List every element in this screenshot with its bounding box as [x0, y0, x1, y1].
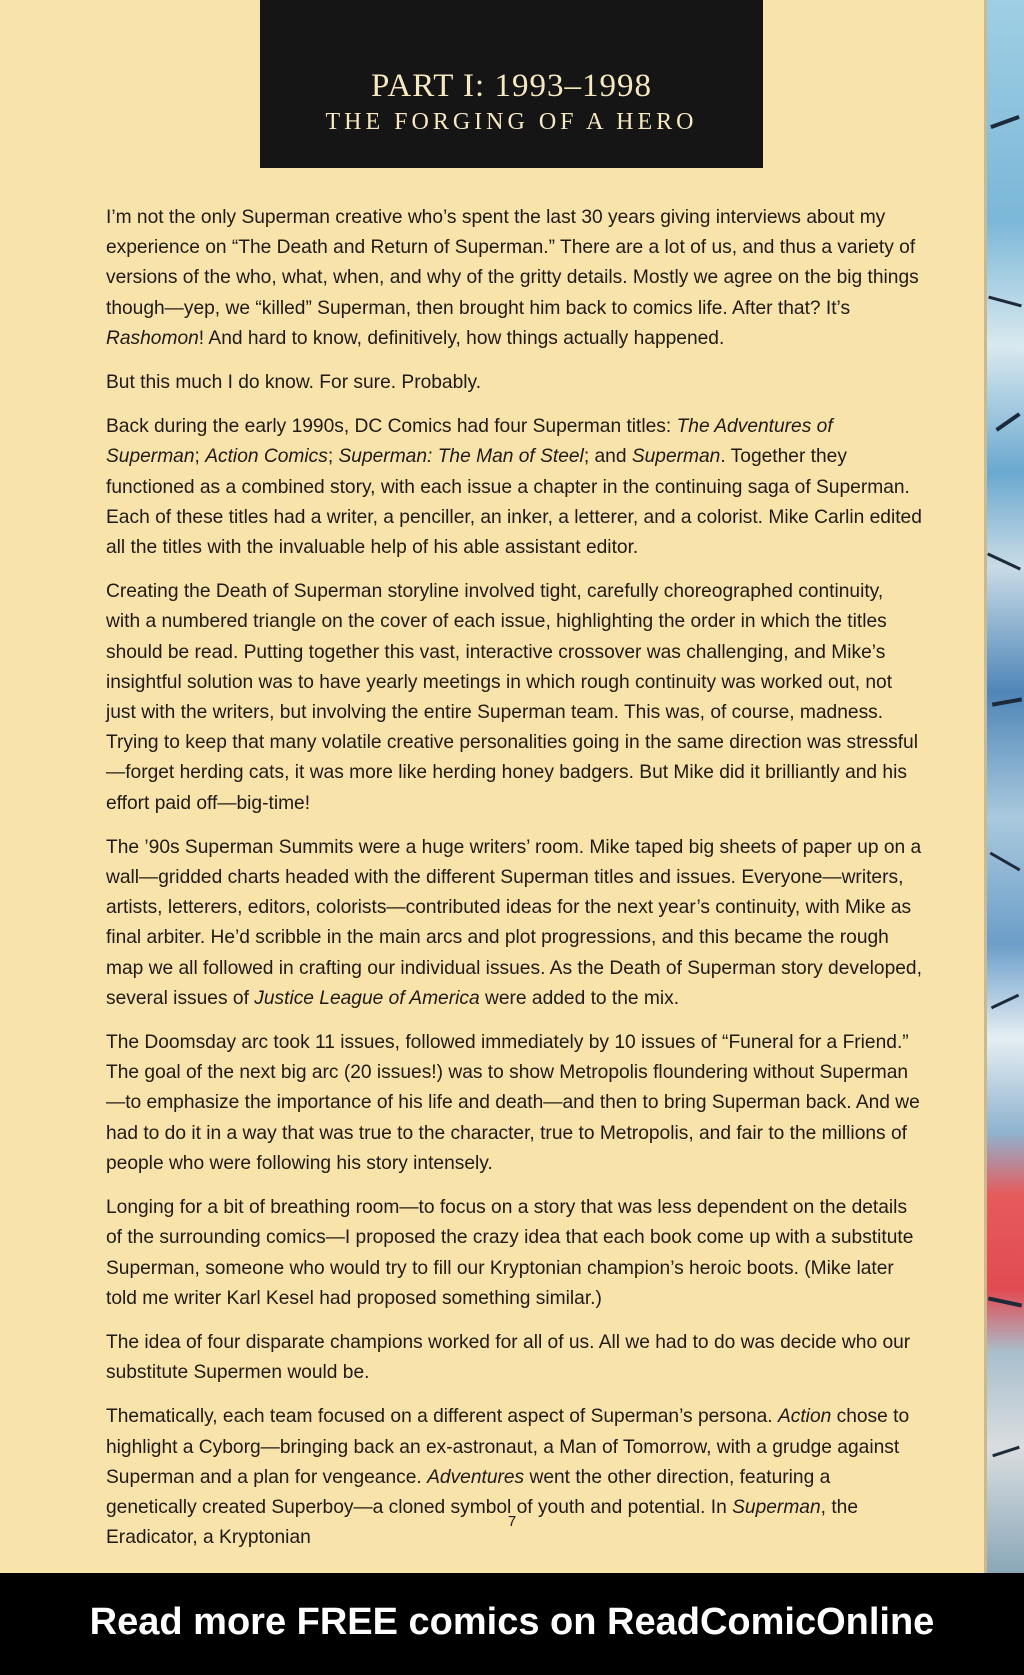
paragraph-text: I’m not the only Superman creative who’s spent the last 30 years giving interviews about my experience on “The Death and Return of Superman.” There are a lot of us, and thus a variety of versions of the who, what, when, and why of the gritty details. Mostly we agree on the big things though—yep, we “killed” Superman, then brought him back to comics life. After that? It’s	[106, 207, 919, 319]
promo-banner-text[interactable]: Read more FREE comics on ReadComicOnline	[89, 1601, 935, 1643]
paragraph-text: ! And hard to know, definitively, how things actually happened.	[198, 327, 725, 349]
paragraph-text: Back during the early 1990s, DC Comics had four Superman titles:	[106, 416, 677, 438]
italic-title-text: Superman: The Man of Steel	[338, 446, 584, 468]
paragraph-text: , the Eradicator, a Kryptonian	[106, 1496, 858, 1549]
paragraph-text: Creating the Death of Superman storyline involved tight, carefully choreographed continuity, with a numbered triangle on the cover of each issue, highlighting the order in which the titles should be read. Putting together this vast, interactive crossover was challenging, and Mike’s insightful solution was to have yearly meetings in which rough continuity was worked out, not just with the writers, but involving the entire Superman team. This was, of course, madness. Trying to keep that many volatile creative personalities going in the same direction was stressful—forget herding cats, it was more like herding honey badgers. But Mike did it brilliantly and his effort paid off—big-time!	[106, 581, 918, 814]
italic-title-text: Rashomon	[106, 327, 199, 349]
body-paragraph	[106, 833, 922, 1014]
paragraph-text: went the other direction, featuring a genetically created Superboy—a cloned symbol of youth and potential. In	[106, 1466, 831, 1518]
paragraph-text: Longing for a bit of breathing room—to focus on a story that was less dependent on the details of the surrounding comics—I proposed the crazy idea that each book come up with a substitute Superman, someone who would try to fill our Kryptonian champion’s heroic boots. (Mike later told me writer Karl Kesel had proposed something similar.)	[106, 1197, 914, 1309]
body-paragraph	[106, 368, 922, 398]
paragraph-text: chose to highlight a Cyborg—bringing back an ex-astronaut, a Man of Tomorrow, with a grudge against Superman and a plan for vengeance.	[106, 1406, 910, 1488]
paragraph-text: The idea of four disparate champions worked for all of us. All we had to do was decide who our substitute Supermen would be.	[106, 1331, 911, 1384]
italic-title-text: The Adventures of Superman	[106, 416, 833, 468]
body-text	[106, 203, 922, 1567]
italic-title-text: Superman	[732, 1496, 821, 1518]
paragraph-text: ; and	[583, 446, 632, 468]
italic-title-text: Action Comics	[205, 446, 328, 468]
body-paragraph	[106, 203, 922, 354]
body-paragraph	[106, 1193, 922, 1314]
paragraph-text: The ’90s Superman Summits were a huge writers’ room. Mike taped big sheets of paper up on a wall—gridded charts headed with the different Superman titles and issues. Everyone—writers, artists, letterers, editors, colorists—contributed ideas for the next year’s continuity, with Mike as final arbiter. He’d scribble in the main arcs and plot progressions, and this became the rough map we all followed in crafting our individual issues. As the Death of Superman story developed, several issues of	[106, 836, 922, 1009]
italic-title-text: Justice League of America	[254, 987, 480, 1009]
paragraph-text: But this much I do know. For sure. Probably.	[106, 372, 482, 394]
italic-title-text: Superman	[631, 446, 721, 468]
comic-art-edge	[984, 0, 1024, 1573]
paragraph-text: Thematically, each team focused on a different aspect of Superman’s persona.	[106, 1406, 778, 1428]
promo-banner[interactable]	[0, 1573, 1024, 1675]
body-paragraph	[106, 1328, 922, 1388]
italic-title-text: Action	[777, 1406, 832, 1428]
paragraph-text: ;	[194, 446, 206, 468]
paragraph-text: The Doomsday arc took 11 issues, followed immediately by 10 issues of “Funeral for a Friend.” The goal of the next big arc (20 issues!) was to show Metropolis floundering without Superman—to emphasize the importance of his life and death—and then to bring Superman back. And we had to do it in a way that was true to the character, true to Metropolis, and fair to the millions of people who were following his story intensely.	[106, 1032, 920, 1174]
italic-title-text: Adventures	[427, 1466, 525, 1488]
body-paragraph	[106, 577, 922, 819]
page-edge-divider	[984, 0, 987, 1573]
paragraph-text: . Together they functioned as a combined story, with each issue a chapter in the continuing saga of Superman. Each of these titles had a writer, a penciller, an inker, a letterer, and a colorist. Mike Carlin edited all the titles with the invaluable help of his able assistant editor.	[106, 446, 922, 559]
body-paragraph	[106, 1028, 922, 1179]
body-paragraph	[106, 412, 922, 563]
paragraph-text: ;	[327, 446, 339, 468]
page-number: 7	[507, 1513, 517, 1530]
paragraph-text: were added to the mix.	[479, 987, 680, 1009]
body-paragraph	[106, 1402, 922, 1553]
chapter-title: PART I: 1993–1998	[371, 68, 652, 104]
chapter-subtitle: THE FORGING OF A HERO	[325, 109, 698, 135]
chapter-title-box	[260, 0, 763, 168]
